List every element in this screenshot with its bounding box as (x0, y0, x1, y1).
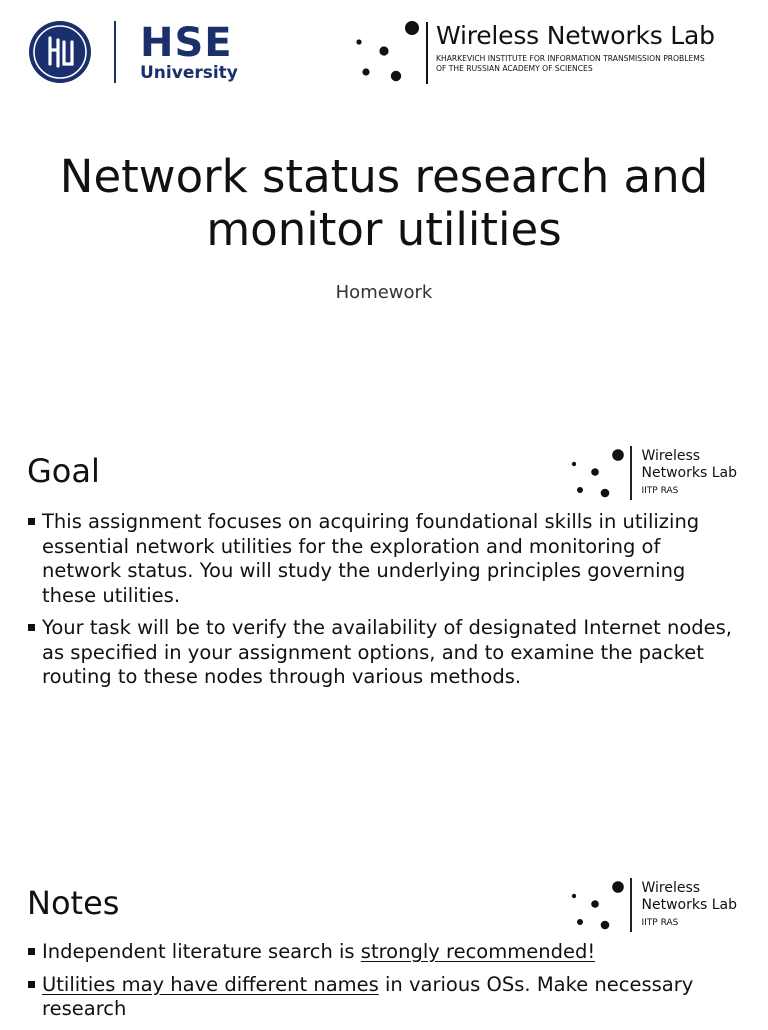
hse-emblem-icon (28, 20, 92, 84)
title-slide (0, 0, 768, 420)
lab-divider (426, 22, 428, 84)
list-item: Your task will be to verify the availability of designated Internet nodes, as specified in your assignment options, and to examine the packet routing to these nodes through various methods. (28, 616, 744, 690)
title-line-1: Network status research and (59, 150, 709, 203)
list-item: This assignment focuses on acquiring foundational skills in utilizing essential network utilities for the exploration and monitoring of network status. You will study the underlying principles governing these utilities. (28, 510, 744, 608)
mini-logo-line1: Wireless (641, 448, 701, 464)
title-line-2: monitor utilities (206, 203, 562, 256)
lab-subtitle-line1: KHARKEVICH INSTITUTE FOR INFORMATION TRANSMISSION PROBLEMS (436, 54, 705, 63)
note-1-text: Independent literature search is (42, 940, 361, 963)
goal-heading: Goal (27, 452, 100, 490)
mini-logo-line1: Wireless (641, 880, 701, 896)
notes-heading: Notes (27, 884, 120, 922)
notes-slide (0, 862, 768, 1024)
lab-dots-icon (568, 878, 628, 934)
page-title (0, 150, 768, 256)
lab-name: Wireless Networks Lab (436, 21, 715, 50)
note-2-emphasis: Utilities may have different names (42, 972, 379, 996)
mini-logo-line2: Networks Lab (641, 465, 737, 481)
mini-logo-tag: IITP RAS (641, 486, 679, 496)
hse-university-label: University (140, 62, 238, 83)
lab-subtitle-line2: OF THE RUSSIAN ACADEMY OF SCIENCES (436, 64, 593, 73)
wireless-networks-lab-logo (352, 18, 715, 84)
goal-bullet-list (28, 510, 744, 698)
list-item (28, 973, 744, 1022)
notes-bullet-list (28, 940, 744, 1030)
mini-logo-divider (630, 446, 632, 500)
note-1-emphasis: strongly recommended! (360, 940, 596, 963)
lab-dots-icon (352, 18, 424, 84)
lab-mini-logo (568, 446, 737, 502)
note-2-text: in various OSs. Make necessary research (42, 972, 694, 1020)
mini-logo-tag: IITP RAS (641, 918, 679, 928)
page-subtitle: Homework (335, 282, 433, 303)
hse-divider (114, 21, 116, 83)
hse-wordmark: HSE (140, 19, 233, 66)
mini-logo-line2: Networks Lab (641, 897, 737, 913)
lab-mini-logo (568, 878, 737, 934)
mini-logo-divider (630, 878, 632, 932)
list-item (28, 940, 744, 965)
hse-university-logo (28, 20, 238, 84)
lab-dots-icon (568, 446, 628, 502)
goal-slide (0, 430, 768, 850)
